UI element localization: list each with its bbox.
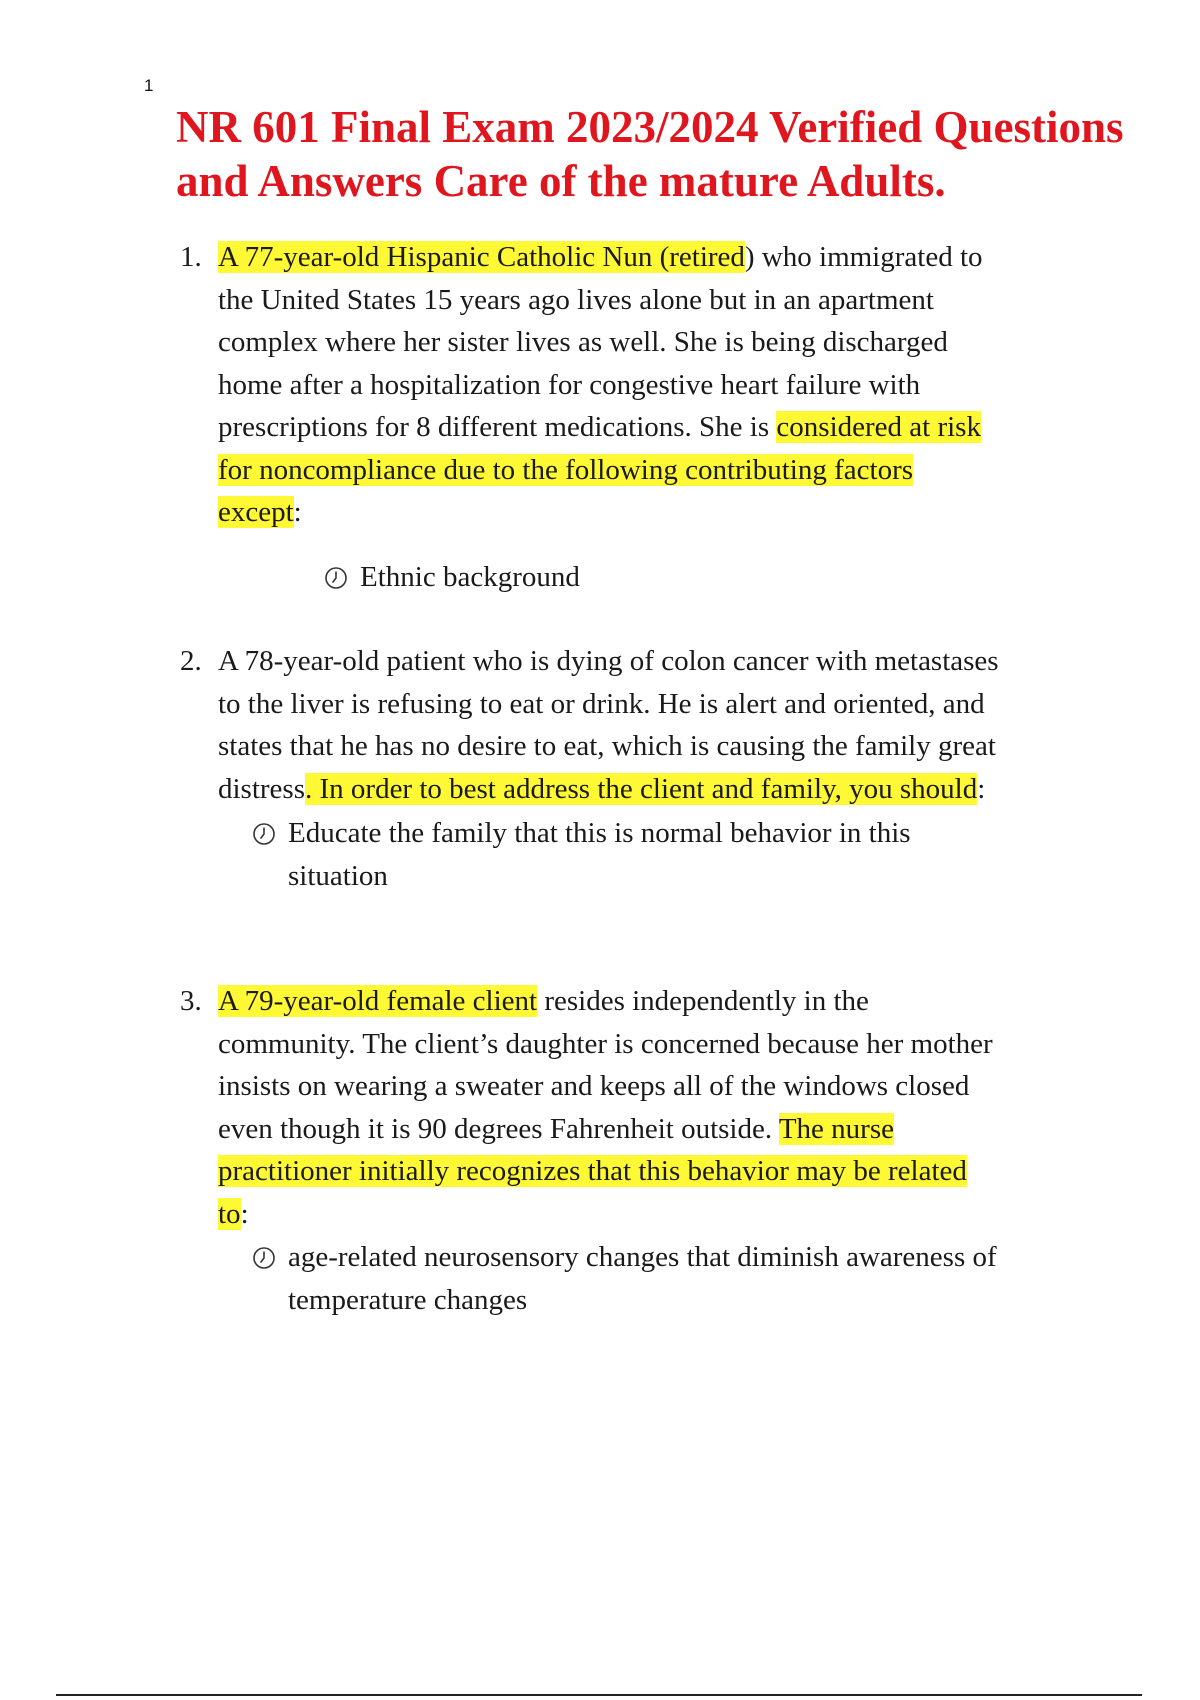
question-text-segment: resides independently in the <box>537 985 869 1017</box>
answer-3 <box>252 1236 997 1321</box>
highlighted-text: . In order to best address the client and family, you should <box>305 772 978 805</box>
question-number: 3. <box>180 985 202 1017</box>
answer-text <box>288 1236 997 1321</box>
question-number: 1. <box>180 241 202 273</box>
question-3 <box>176 980 1096 1235</box>
highlighted-text: except <box>218 496 294 528</box>
title-line-1: NR 601 Final Exam 2023/2024 Verified Questions <box>176 102 1124 152</box>
question-line <box>218 406 1096 449</box>
title-line-2: and Answers Care of the mature Adults. <box>176 156 946 206</box>
answer-line: age-related neurosensory changes that diminish awareness of <box>288 1241 997 1273</box>
highlighted-text: practitioner initially recognizes that this behavior may be related <box>218 1155 967 1187</box>
question-text-segment: : <box>293 496 302 528</box>
question-line <box>218 980 1096 1023</box>
question-line: A 78-year-old patient who is dying of colon cancer with metastases <box>218 645 999 677</box>
question-text-segment: : <box>977 772 986 805</box>
question-text <box>218 640 1096 810</box>
footer-divider <box>56 1694 1142 1696</box>
question-line: community. The client’s daughter is concerned because her mother <box>218 1027 993 1060</box>
highlighted-text: considered at risk <box>776 411 981 443</box>
question-text-segment: distress <box>218 772 305 805</box>
answer-text <box>288 812 911 897</box>
answer-line: temperature changes <box>288 1283 528 1316</box>
highlighted-text: A 79-year-old female client <box>218 985 538 1017</box>
answer-text <box>360 556 580 599</box>
clock-icon <box>252 822 276 846</box>
question-text-segment: : <box>240 1197 249 1230</box>
question-line <box>218 1150 1096 1193</box>
question-line <box>218 491 1096 534</box>
highlighted-text: for noncompliance due to the following contributing factors <box>218 453 914 486</box>
question-text <box>218 236 1096 534</box>
answer-line: Ethnic background <box>360 561 580 593</box>
question-line: insists on wearing a sweater and keeps all of the windows closed <box>218 1070 970 1102</box>
question-text-segment: ) who immigrated to <box>744 241 983 273</box>
answer-2 <box>252 812 911 897</box>
question-line <box>218 1193 1096 1236</box>
highlighted-text: A 77-year-old Hispanic Catholic Nun (retired <box>218 241 745 273</box>
question-line: states that he has no desire to eat, which is causing the family great <box>218 730 996 762</box>
question-line: the United States 15 years ago lives alone but in an apartment <box>218 283 934 316</box>
page-number: 1 <box>144 76 154 95</box>
clock-icon <box>324 566 348 590</box>
answer-1 <box>324 556 580 599</box>
question-text <box>218 980 1096 1235</box>
answer-line: Educate the family that this is normal behavior in this <box>288 817 911 849</box>
page-title <box>176 100 1196 208</box>
clock-icon <box>252 1246 276 1270</box>
highlighted-text: The nurse <box>778 1112 894 1145</box>
question-line: home after a hospitalization for congestive heart failure with <box>218 368 921 401</box>
answer-line: situation <box>288 859 388 892</box>
question-1 <box>176 236 1096 534</box>
question-text-segment: prescriptions for 8 different medications. She is <box>218 411 777 443</box>
question-number: 2. <box>180 645 202 677</box>
question-line: to the liver is refusing to eat or drink. He is alert and oriented, and <box>218 687 985 720</box>
question-line <box>218 1108 1096 1151</box>
question-line: complex where her sister lives as well. She is being discharged <box>218 326 948 358</box>
question-line <box>218 768 1096 811</box>
question-text-segment: even though it is 90 degrees Fahrenheit outside. <box>218 1112 779 1145</box>
question-line <box>218 236 1096 279</box>
highlighted-text: to <box>218 1197 241 1230</box>
question-line <box>218 449 1096 492</box>
question-2 <box>176 640 1096 810</box>
